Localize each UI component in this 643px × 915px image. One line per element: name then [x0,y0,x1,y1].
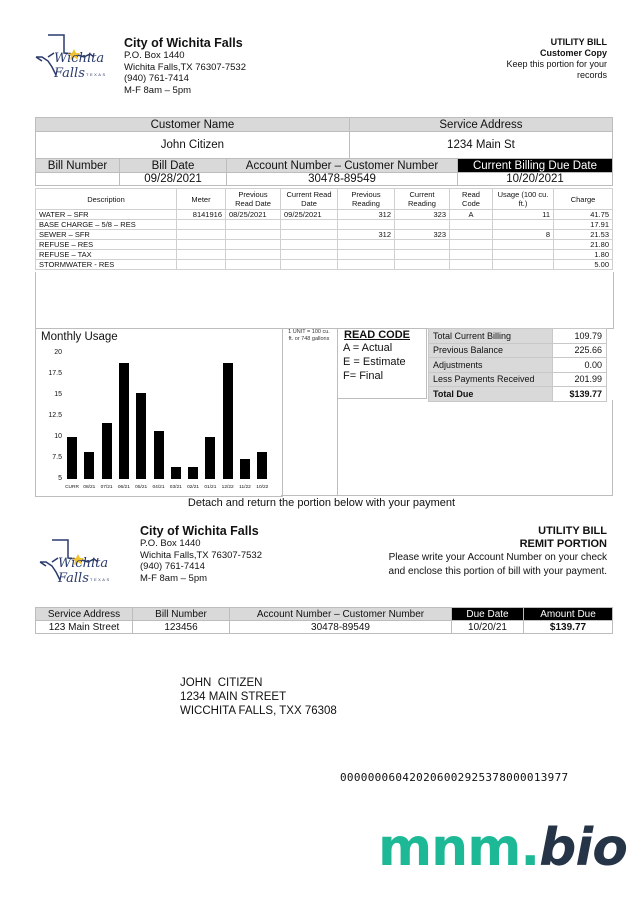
x-tick-label: 11/22 [239,485,251,490]
y-tick: 7.5 [52,454,62,461]
org-phone: (940) 761-7414 [140,561,205,572]
usage-bar [171,467,181,479]
org-address1: P.O. Box 1440 [140,538,201,549]
usage-bar [240,459,250,479]
y-tick: 17.5 [48,370,62,377]
logo-subtext: TEXAS [90,577,111,582]
service-address-value: 1234 Main St [349,132,612,159]
remit-amount-due-label: Amount Due [524,608,613,621]
curr-read-date: 09/25/2021 [281,210,338,220]
read-code-title: READ CODE [344,329,411,341]
remit-service-address-label: Service Address [36,608,133,621]
bill-number-value [36,173,120,186]
description: BASE CHARGE – 5/8 – RES [36,220,177,230]
remit-due-date: 10/20/21 [452,621,524,634]
city-logo-remit [38,538,120,586]
prev-read-date [226,240,281,250]
meter [177,230,226,240]
summary-value: 201.99 [553,372,607,387]
unit-note: 1 UNIT = 100 cu. ft. or 748 gallons [288,329,330,342]
meter [177,250,226,260]
curr-reading [395,240,450,250]
x-tick-label: 02/21 [187,485,200,490]
summary-box-border [612,400,613,495]
col-usage: Usage (100 cu. ft.) [493,189,554,210]
description: REFUSE – TAX [36,250,177,260]
org-name: City of Wichita Falls [140,524,259,538]
description: SEWER – SFR [36,230,177,240]
description: STORMWATER - RES [36,260,177,270]
prev-reading: 312 [338,210,395,220]
logo-script-text: Wichita Falls [58,556,109,586]
read-code [450,260,493,270]
logo-script-text: Wichita Falls [54,51,105,81]
prev-read-date [226,260,281,270]
curr-read-date [281,230,338,240]
meter: 8141916 [177,210,226,220]
account-number-label: Account Number – Customer Number [227,159,458,173]
mailing-city: WICCHITA FALLS, TXX 76308 [180,705,337,717]
copy-type-subtitle: Customer Copy [539,48,607,58]
customer-copy-header [447,37,607,81]
meter [177,240,226,250]
col-curr-read-date: Current Read Date [281,189,338,210]
remit-account-number: 30478-89549 [230,621,452,634]
org-info-remit [140,524,262,584]
bill-number-label: Bill Number [36,159,120,173]
x-tick-label: 07/21 [100,485,113,490]
total-due-value: $139.77 [553,387,607,402]
read-code-estimate: E = Estimate [343,356,406,368]
col-charge: Charge [554,189,613,210]
remit-due-date-label: Due Date [452,608,524,621]
bill-date-value: 09/28/2021 [120,173,227,186]
org-phone: (940) 761-7414 [124,73,189,84]
description: REFUSE – RES [36,240,177,250]
curr-read-date [281,260,338,270]
mailing-address [180,676,337,718]
charge-row [36,220,613,230]
prev-reading [338,240,395,250]
x-tick-label: 06/21 [117,485,130,490]
prev-reading [338,260,395,270]
x-tick-label: 01/21 [204,485,217,490]
usage-bar [102,423,112,479]
watermark [378,818,627,878]
mailing-name: JOHN CITIZEN [180,677,263,689]
charge-row [36,230,613,240]
usage-bar [136,393,146,479]
usage: 8 [493,230,554,240]
curr-reading [395,260,450,270]
y-tick: 10 [54,433,62,440]
summary-label: Less Payments Received [429,372,553,387]
curr-reading: 323 [395,230,450,240]
x-tick-label: 12/22 [221,485,234,490]
y-tick: 20 [54,349,62,356]
x-tick-label: 05/21 [135,485,148,490]
usage [493,220,554,230]
usage-bar [188,467,198,479]
charge: 21.53 [554,230,613,240]
remit-amount-due: $139.77 [524,621,613,634]
service-address-label: Service Address [349,118,612,132]
read-code-actual: A = Actual [343,342,393,354]
x-tick-label: 08/21 [83,485,96,490]
org-hours: M-F 8am – 5pm [124,84,192,96]
remit-bill-number: 123456 [133,621,230,634]
usage-bar [223,363,233,479]
keep-note-1: Keep this portion for your [506,59,607,69]
watermark-part2: bio [539,818,627,878]
curr-reading [395,220,450,230]
col-description: Description [36,189,177,210]
remit-title: UTILITY BILL [538,525,607,537]
curr-reading: 323 [395,210,450,220]
total-due-label: Total Due [429,387,553,402]
y-tick: 12.5 [48,412,62,419]
col-prev-read-date: Previous Read Date [226,189,281,210]
meter [177,260,226,270]
summary-box-bottom [281,495,613,496]
account-info-table [35,117,613,186]
org-name: City of Wichita Falls [124,36,243,50]
x-tick-label: 03/21 [169,485,182,490]
charge-row [36,240,613,250]
remit-header [347,525,607,579]
micr-scanline: 000000060420206002925378000013977 [340,771,569,784]
usage [493,260,554,270]
summary-value: 109.79 [553,329,607,344]
read-code [450,220,493,230]
org-address1: P.O. Box 1440 [124,50,185,61]
prev-read-date [226,230,281,240]
prev-reading: 312 [338,230,395,240]
account-number-value: 30478-89549 [227,173,458,186]
curr-read-date [281,250,338,260]
col-curr-reading: Current Reading [395,189,450,210]
logo-subtext: TEXAS [86,72,107,77]
customer-name-label: Customer Name [36,118,350,132]
org-address2: Wichita Falls,TX 76307-7532 [124,61,246,73]
y-tick: 5 [58,475,62,482]
meter [177,220,226,230]
billing-summary-table [428,328,607,402]
charge-row [36,260,613,270]
bill-date-label: Bill Date [120,159,227,173]
curr-read-date [281,220,338,230]
charge: 41.75 [554,210,613,220]
usage: 11 [493,210,554,220]
items-blank-area [35,272,614,329]
usage-bar [257,452,267,479]
prev-read-date [226,250,281,260]
org-hours: M-F 8am – 5pm [140,572,208,584]
org-info-top [124,36,246,96]
prev-read-date: 08/25/2021 [226,210,281,220]
usage-bar [205,437,215,479]
usage-bar [84,452,94,479]
y-tick: 15 [54,391,62,398]
x-tick-label: CURR [65,485,79,490]
usage [493,250,554,260]
col-read-code: Read Code [450,189,493,210]
charge-row [36,210,613,220]
summary-label: Previous Balance [429,343,553,358]
unit-note-box [281,328,338,496]
prev-read-date [226,220,281,230]
curr-reading [395,250,450,260]
detach-note-text: Detach and return the portion below with your payment [187,497,456,509]
bill-type-title: UTILITY BILL [550,37,607,47]
remit-service-address: 123 Main Street [36,621,133,634]
due-date-value: 10/20/2021 [458,173,613,186]
read-code [450,250,493,260]
due-date-label: Current Billing Due Date [458,159,613,173]
col-prev-reading: Previous Reading [338,189,395,210]
summary-value: 0.00 [553,358,607,373]
usage-bar [67,437,77,479]
charge: 5.00 [554,260,613,270]
usage-bar [119,363,129,479]
customer-name-value: John Citizen [36,132,350,159]
read-code: A [450,210,493,220]
prev-reading [338,250,395,260]
org-address2: Wichita Falls,TX 76307-7532 [140,549,262,561]
remit-note-2: and enclose this portion of bill with your payment. [388,566,607,577]
read-code [450,240,493,250]
watermark-part1: mnm. [378,818,540,878]
charge: 21.80 [554,240,613,250]
col-meter: Meter [177,189,226,210]
mailing-street: 1234 MAIN STREET [180,691,287,703]
read-code-legend [338,328,427,399]
read-code-final: F= Final [343,370,384,382]
summary-label: Total Current Billing [429,329,553,344]
charge-row [36,250,613,260]
charge: 17.91 [554,220,613,230]
usage [493,240,554,250]
description: WATER – SFR [36,210,177,220]
prev-reading [338,220,395,230]
keep-note-2: records [576,70,607,80]
charge: 1.80 [554,250,613,260]
x-tick-label: 10/22 [256,485,269,490]
curr-read-date [281,240,338,250]
monthly-usage-chart [35,328,283,497]
remit-subtitle: REMIT PORTION [519,538,607,550]
detach-note [0,497,643,509]
charges-table [35,188,613,270]
summary-value: 225.66 [553,343,607,358]
usage-bar [154,431,164,479]
x-tick-label: 04/21 [152,485,165,490]
chart-title: Monthly Usage [41,331,118,343]
summary-label: Adjustments [429,358,553,373]
read-code [450,230,493,240]
city-logo [34,33,116,81]
remit-account-number-label: Account Number – Customer Number [230,608,452,621]
remit-table [35,607,613,634]
remit-bill-number-label: Bill Number [133,608,230,621]
remit-note-1: Please write your Account Number on your check [388,552,607,563]
